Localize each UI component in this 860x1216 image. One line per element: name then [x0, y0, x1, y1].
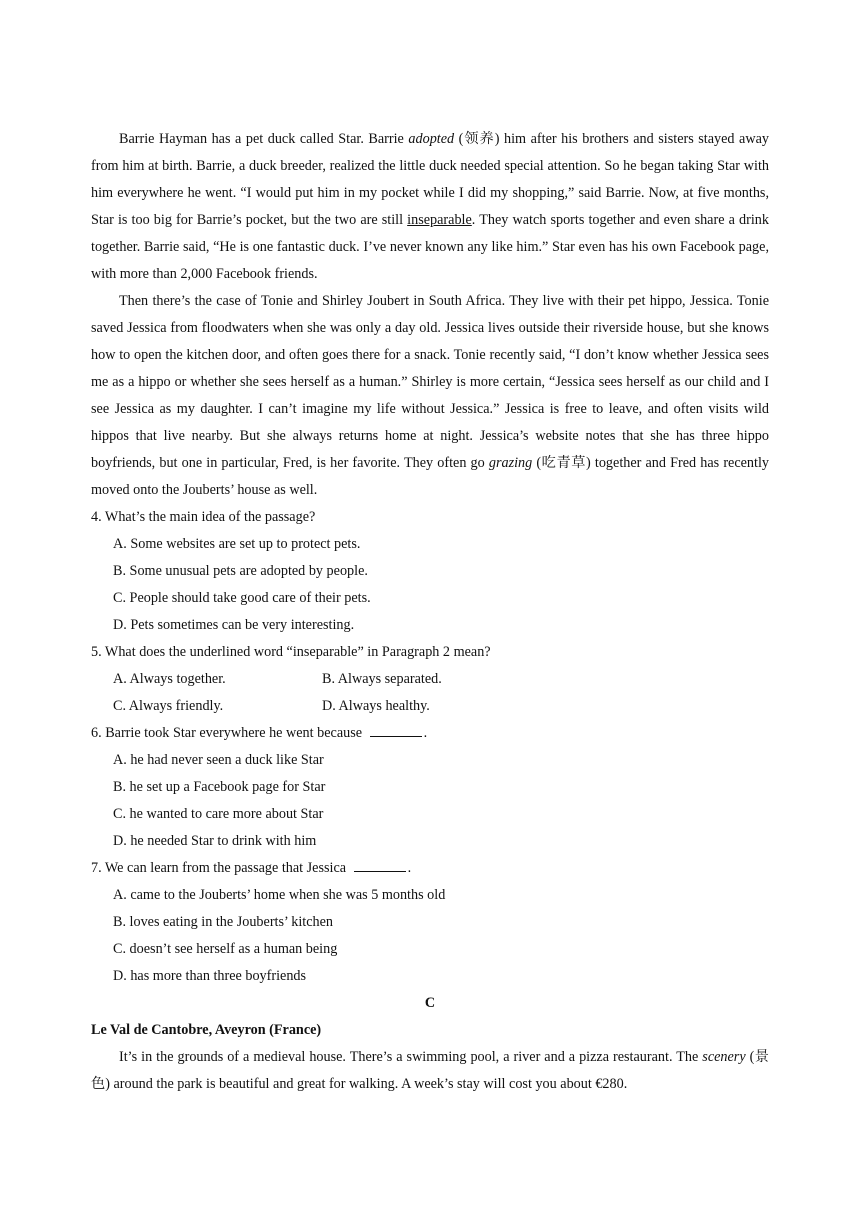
gloss-grazing: (吃青草)	[532, 455, 591, 471]
passage-paragraph-1	[91, 126, 769, 288]
p1-text-1: Barrie Hayman has a pet duck called Star. Barrie	[119, 131, 409, 147]
answer-blank	[370, 722, 422, 737]
underlined-word-inseparable: inseparable	[407, 212, 472, 228]
question-5-stem: 5. What does the underlined word “inseparable” in Paragraph 2 mean?	[91, 644, 491, 660]
p1-text-3: . They watch sports together and even share a drink together. Barrie said, “He is one fantastic duck. I’ve never known any like him.” Star even has his own Facebook page, with more than 2,000 Facebook friends.	[91, 212, 769, 282]
question-6-end: .	[423, 725, 428, 741]
p2-text-2: together and Fred has recently moved onto the Jouberts’ house as well.	[91, 455, 770, 498]
question-6-stem-line	[91, 720, 769, 747]
p1-text-2: him after his brothers and sisters stayed away from him at birth. Barrie, a duck breeder, realized the little duck needed special attention. So he began taking Star with him everywhere he went. “I would put him in my pocket while I did my shopping,” said Barrie. Now, at five months, Star is too big for Barrie’s pocket, but the two are still	[91, 131, 769, 228]
question-5-options-row-2	[113, 693, 769, 720]
word-grazing: grazing	[488, 455, 533, 471]
question-7-option-b: B. loves eating in the Jouberts’ kitchen	[113, 914, 333, 930]
word-scenery: scenery	[702, 1049, 746, 1065]
question-7-stem: 7. We can learn from the passage that Jessica	[91, 860, 350, 876]
section-c-title: Le Val de Cantobre, Aveyron (France)	[91, 1022, 322, 1038]
question-5-option-d: D. Always healthy.	[322, 698, 430, 714]
c-text-2: around the park is beautiful and great for walking. A week’s stay will cost you about €280.	[109, 1076, 628, 1092]
question-6-option-c: C. he wanted to care more about Star	[113, 806, 324, 822]
page-content	[91, 126, 769, 1098]
question-5-option-c: C. Always friendly.	[113, 698, 224, 714]
question-7-option-c: C. doesn’t see herself as a human being	[113, 941, 338, 957]
c-text-1: It’s in the grounds of a medieval house. There’s a swimming pool, a river and a pizza restaurant. The	[119, 1049, 703, 1065]
word-adopted: adopted	[408, 131, 455, 147]
question-6-option-b: B. he set up a Facebook page for Star	[113, 779, 326, 795]
passage-paragraph-2	[91, 288, 769, 504]
question-7-option-d: D. has more than three boyfriends	[113, 968, 307, 984]
question-4-option-c: C. People should take good care of their pets.	[113, 590, 371, 606]
question-4-option-d: D. Pets sometimes can be very interesting.	[113, 617, 355, 633]
question-4-option-a: A. Some websites are set up to protect pets.	[113, 536, 361, 552]
question-6-stem: 6. Barrie took Star everywhere he went because	[91, 725, 366, 741]
section-c-paragraph-1	[91, 1044, 769, 1098]
p2-text-1: Then there’s the case of Tonie and Shirley Joubert in South Africa. They live with their pet hippo, Jessica. Tonie saved Jessica from floodwaters when she was only a day old. Jessica lives outside their riverside house, but she knows how to open the kitchen door, and often goes there for a snack. Tonie recently said, “I don’t know whether Jessica sees me as a hippo or whether she sees herself as a human.” Shirley is more certain, “Jessica sees herself as our child and I see Jessica as my daughter. I can’t imagine my life without Jessica.” Jessica is free to leave, and often visits wild hippos that live nearby. But she always returns home at night. Jessica’s website notes that she has three hippo boyfriends, but one in particular, Fred, is her favorite. They often go	[91, 293, 769, 471]
question-5-option-b: B. Always separated.	[322, 671, 442, 687]
question-4-stem: 4. What’s the main idea of the passage?	[91, 509, 316, 525]
question-6-option-d: D. he needed Star to drink with him	[113, 833, 317, 849]
question-6-option-a: A. he had never seen a duck like Star	[113, 752, 324, 768]
gloss-scenery: (景色)	[91, 1049, 769, 1092]
gloss-adopted: (领养)	[454, 131, 500, 147]
section-c-heading: C	[424, 995, 436, 1011]
question-5-option-a: A. Always together.	[113, 671, 226, 687]
question-7-stem-line	[91, 855, 769, 882]
question-4-option-b: B. Some unusual pets are adopted by people.	[113, 563, 368, 579]
question-7-end: .	[407, 860, 412, 876]
question-5-options-row-1	[113, 666, 769, 693]
question-7-option-a: A. came to the Jouberts’ home when she was 5 months old	[113, 887, 446, 903]
answer-blank	[354, 857, 406, 872]
